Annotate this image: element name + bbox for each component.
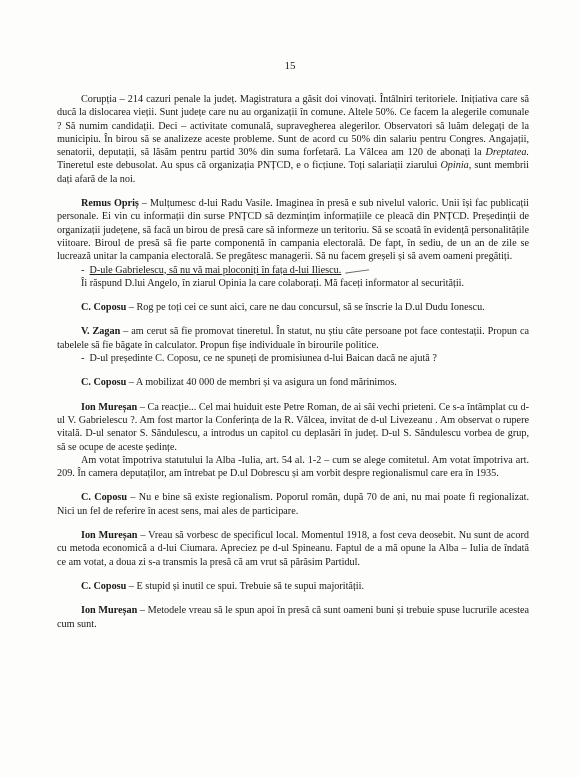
paragraph-coposu-2: C. Coposu – A mobilizat 40 000 de membri și va asigura un fond mărinimos. [81, 377, 397, 389]
pen-scribble [345, 267, 369, 274]
speaker-name: Remus Opriș [81, 198, 139, 210]
paragraph-corruption: Corupția – 214 cazuri penale la județ. Magistratura a găsit doi vinovați. Întâlniri teritoriele. Inițiativa care să ducă la dislocarea vieții. Sunt județe care nu au organizații în comune. Altele 50%. Ce facem la alegerile comunale ? Să numim candidații. Deci – activitate comunală, supravegherea alegerilor. Observatori să luăm delegați de la municipiu. În birou să se analizeze aceste probleme. Sunt de acord cu 50% din salariu pentru Congres. Angajații, senatorii, deputații, să lăsăm pentru partid 30% din suma forfetară. La Vâlcea am 120 de abonați la Dreptatea. Tineretul este debusolat. Au spus că organizația PNȚCD, e o ficțiune. Toți salariații ziarului Opinia, sunt membrii dați afară de la noi. [57, 94, 529, 185]
document-body [57, 93, 529, 631]
reply-line: Îi răspund D.lui Angelo, în ziarul Opinia la care colaborați. Mă faceți informator al securității. [81, 277, 465, 289]
paragraph-coposu-1: C. Coposu – Rog pe toți cei ce sunt aici, care ne dau concursul, să se înscrie la D.ul Dudu Ionescu. [81, 302, 485, 314]
paragraph-zagan: V. Zagan – am cerut să fie promovat tineretul. În statut, nu știu câte persoane pot face contestații. Propun ca tabelele să fie băgate în calculator. Propun fișe individuale în birourile politice. [57, 326, 529, 351]
paragraph-coposu-4: C. Coposu – E stupid și inutil ce spui. Trebuie să te supui majorității. [81, 580, 364, 592]
speaker-name: Ion Mureșan [81, 605, 138, 617]
speaker-name: C. Coposu [81, 302, 127, 314]
dash-line-baican: - D-ul președinte C. Coposu, ce ne spuneți de promisiunea d-lui Baican dacă ne ajută ? [81, 353, 437, 365]
speaker-name: Ion Mureșan [81, 401, 138, 413]
paragraph-muresan-2: Ion Mureșan – Vreau să vorbesc de specificul local. Momentul 1918, a fost ceva deosebit. Nu sunt de acord cu metoda economică a d-lui Ciumara. Apreciez pe d-ul Spineanu. Faptul de a mă opune la Alba – Iulia de îndată ce am votat, a doua zi s-a transmis la presă că am vrut să părăsim Partidul. [57, 530, 529, 568]
paragraph-muresan-1: Ion Mureșan – Ca reacție... Cel mai huiduit este Petre Roman, de ai săi vechi prieteni. Ce s-a întâmplat cu d-ul V. Gabrielescu ?. Am fost martor la Conferința de la R. Vâlcea, invitat de d-ul Livezeanu . Am observat o rupere vitală. D-ul senator S. Săndulescu, a introdus un capitol cu deplasări în județ. D-ul S. Săndulescu vorbea de grup, să se ocupe de aceste ședințe. [57, 401, 529, 453]
speaker-name: C. Coposu [81, 580, 127, 592]
speaker-name: V. Zagan [81, 326, 121, 338]
paragraph-coposu-3: C. Coposu – Nu e bine să existe regionalism. Poporul român, după 70 de ani, nu mai poate fi regionalizat. Nici un fel de referire în acest sens, mai ales de participare. [57, 492, 529, 517]
dash-line-gabrielescu: - D-ule Gabrielescu, să nu vă mai ploconiți în fața d-lui Iliescu. [57, 264, 529, 277]
speaker-name: C. Coposu [81, 492, 128, 504]
speaker-name: Ion Mureșan [81, 530, 138, 542]
page-number: 15 [284, 60, 296, 72]
paragraph-muresan-3: Ion Mureșan – Metodele vreau să le spun apoi în presă că sunt oameni buni și trebuie spuse lucrurile acestea cum sunt. [57, 605, 530, 630]
paragraph-muresan-1b: Am votat împotriva statutului la Alba -Iulia, art. 54 al. 1-2 – cum se alege comitetul. Am votat împotriva art. 209. În camera deputaților, am întrebat pe D.ul Dobrescu și am vorbit despre regionalismul care era în 1935. [57, 454, 529, 480]
speaker-name: C. Coposu [81, 377, 127, 389]
paragraph-remus-opris: Remus Opriș – Mulțumesc d-lui Radu Vasile. Imaginea în presă e sub nivelul valoric. Unii își fac publicații personale. Ei vin cu informații din surse PNȚCD să dezmințim informațiile ce pleacă din PNȚCD. Președinții de organizații județene, să facă un birou de presă care să informeze un teritoriu. Să se scoată în evidență personalitățile viitoare. Biroul de presă să fie parte componentă în campania electorală. De fapt, în sediu, de un an de zile se lucrează unitar la campania electorală. Se pregătesc managerii. Să nu facem greșeli și să avem oameni pregătiți. [57, 198, 530, 263]
